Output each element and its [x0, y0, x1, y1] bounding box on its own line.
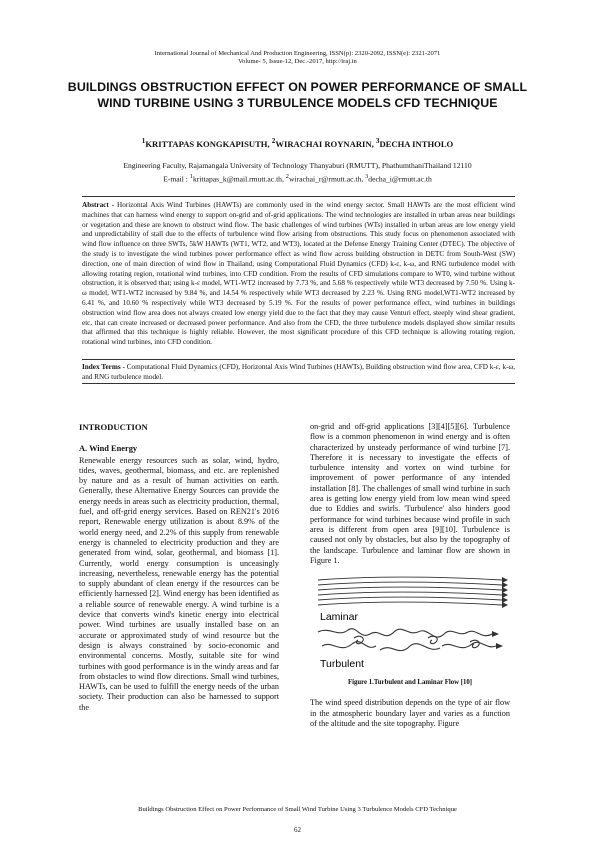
left-column	[79, 422, 279, 713]
journal-line-2: Volume- 5, Issue-12, Dec.-2017, http://iraj.in	[238, 58, 357, 66]
index-terms-label: Index Terms -	[82, 363, 127, 371]
abstract-text: Horizontal Axis Wind Turbines (HAWTs) are commonly used in the wind energy sector. Small HAWTs are the most efficient wind machines that can harness wind energy to support on-grid and of-grid applications. The wind technologies are installed in urban areas near buildings or vegetation and these are known to obstruct wind flow. The basic challenges of wind turbines (WTs) installed in urban areas are low energy yield and unpredictability of stall due to the effects of turbulence wind flow arising from obstructions. This study focus on phenomenon associated with wind flow influence on three SWTs, 5kW HAWTs (WT1, WT2, and WT3), located at the Defense Energy Training Center (DTEC). The objective of the study is to investigate the wind turbines power performance effect as wind flow across building obstruction in DETC from South-West (SW) direction, one of main direction of wind flow in Thailand, using Computational Fluid Dynamics (CFD) k-ε, k-ω, and RNG turbulence model with allowing rotating region, rotational wind turbines, into CFD condition. From the results of CFD simulations compare to WT0, wind turbine without obstruction, it is observed that; using k-ε model, WT1-WT2 increased by 7.73 %, and 5.68 % respectively while WT3 decreased by 7.50 %. Using k-ω model, WT1-WT2 increased by 9.84 %, and 14.54 % respectively while WT3 decreased by 2.23 %. Using RNG model,WT1-WT2 increased by 6.41 %, and 10.60 % respectively while WT3 decreased by 5.19 %. For the results of power performance effect, wind turbines in buildings obstruction wind flow area does not always created low energy yield due to the fact that they may cause Venturi effect, steeply wind shear gradient, etc. that can create increased or decreased power performance. And also from the CFD, the three turbulence models displayed show similar results that affirmed that this technique is highly reliable. However, the most significant procedure of this CFD technique is allowing rotating region, rotational wind turbines, into CFD condition.	[82, 201, 515, 347]
subsection-heading: A. Wind Energy	[79, 444, 138, 454]
index-terms-text: Computational Fluid Dynamics (CFD), Horizontal Axis Wind Turbines (HAWTs), Building obstruction wind flow area, CFD k-ε, k-ω, and RNG turbulence model.	[82, 363, 515, 381]
laminar-label: Laminar	[320, 611, 358, 624]
email-2-sup: 2	[285, 173, 289, 180]
email-1-sup: 1	[189, 173, 193, 180]
turbulent-label: Turbulent	[320, 658, 364, 671]
abstract-label: Abstract -	[82, 201, 118, 209]
email-3-sup: 3	[365, 173, 369, 180]
author-2: WIRACHAI ROYNARIN,	[275, 138, 376, 149]
authors	[0, 137, 595, 149]
email-2: wirachai_r@rmutt.ac.th,	[288, 174, 366, 184]
affiliation: Engineering Faculty, Rajamangala University of Technology Thanyaburi (RMUTT), PhathumthaniThailand 12110	[123, 161, 472, 170]
figure-1	[310, 572, 515, 672]
figure-caption: Figure 1.Turbulent and Laminar Flow [10]	[347, 679, 473, 687]
abstract-top-rule	[82, 196, 515, 197]
right-paragraph-after-figure: The wind speed distribution depends on the type of air flow in the atmospheric boundary layer and varies as a function of the altitude and the site topography. Figure	[310, 698, 510, 729]
email-1: krittapas_k@mail.rmutt.ac.th,	[192, 174, 286, 184]
affiliation-block	[0, 160, 595, 185]
right-column	[310, 422, 510, 729]
section-heading: INTRODUCTION	[79, 422, 148, 432]
laminar-flow-lines	[318, 577, 502, 605]
laminar-arrowheads	[502, 577, 508, 608]
paper-title: BUILDINGS OBSTRUCTION EFFECT ON POWER PERFORMANCE OF SMALL WIND TURBINE USING 3 TURBULENCE MODELS CFD TECHNIQUE	[67, 80, 528, 110]
emails	[0, 171, 595, 185]
abstract-bottom-rule	[82, 359, 515, 360]
turbulent-flow-lines	[318, 629, 496, 651]
right-paragraph: on-grid and off-grid applications [3][4][5][6]. Turbulence flow is a common phenomenon in wind energy and is often characterized by unsteady performance of wind turbine [7]. Therefore it is necessary to investigate the effects of turbulence intensity and vortex on wind turbine for improvement of power performance of any intended installation [8]. The challenges of small wind turbine in such area is getting low energy yield from low mean wind speed due to Eddies and swirls. 'Turbulence' also hinders good performance for wind turbines because wind profile in such area is different from open area [9][10]. Turbulence is caused not only by obstacles, but also by the topography of the landscape. Turbulence and laminar flow are shown in Figure 1.	[310, 422, 510, 565]
author-2-sup: 2	[271, 137, 276, 145]
left-paragraph: Renewable energy resources such as solar, wind, hydro, tides, waves, geothermal, biomass, and etc. are replenished by nature and as a result of human activities on earth. Generally, these Alternative Energy Sources can provide the energy needs in areas such as electricity production, thermal, fuel, and off-grid energy services. Based on REN21's 2016 report, Renewable energy utilization is about 8.9% of the world energy need, and 2.2% of this supply from renewable energy is channeled to electricity production and they are generated from wind, solar, geothermal, and biomass [1]. Currently, world energy consumption is unceasingly increasing, nevertheless, renewable energy has the potential to supply abundant of clean energy if the resources can be efficiently harnessed [2]. Wind energy has been identified as a reliable source of renewable energy. A wind turbine is a device that converts wind's kinetic energy into electrical power. Wind turbines are usually installed base on an accurate or approximated study of wind resource but the design is always constrained by socio-economic and environmental concerns. Mostly, suitable site for wind turbines with good performance is in the windy areas and far from obstacles to wind flow directions. Small wind turbines, HAWTs, can be used to fulfill the energy needs of the urban society. Their production can also be harnessed to support the	[79, 455, 279, 712]
email-prefix: E-mail :	[163, 174, 190, 184]
journal-header	[0, 50, 595, 67]
author-1: KRITTAPAS KONGKAPISUTH,	[145, 138, 272, 149]
index-terms	[82, 363, 515, 383]
journal-line-1: International Journal of Mechanical And Production Engineering, ISSN(p): 2320-2092, ISSN(e): 2321-2071	[154, 50, 441, 57]
index-terms-bottom-rule	[82, 383, 515, 384]
abstract	[82, 201, 515, 348]
page-number: 62	[294, 826, 301, 834]
flow-illustration	[310, 572, 515, 672]
email-3: decha_i@rmutt.ac.th	[368, 174, 432, 184]
author-1-sup: 1	[141, 137, 146, 145]
page-footer: Buildings Obstruction Effect on Power Performance of Small Wind Turbine Using 3 Turbulence Models CFD Technique	[138, 806, 457, 813]
author-3: DECHA INTHOLO	[379, 138, 454, 149]
author-3-sup: 3	[375, 137, 380, 145]
